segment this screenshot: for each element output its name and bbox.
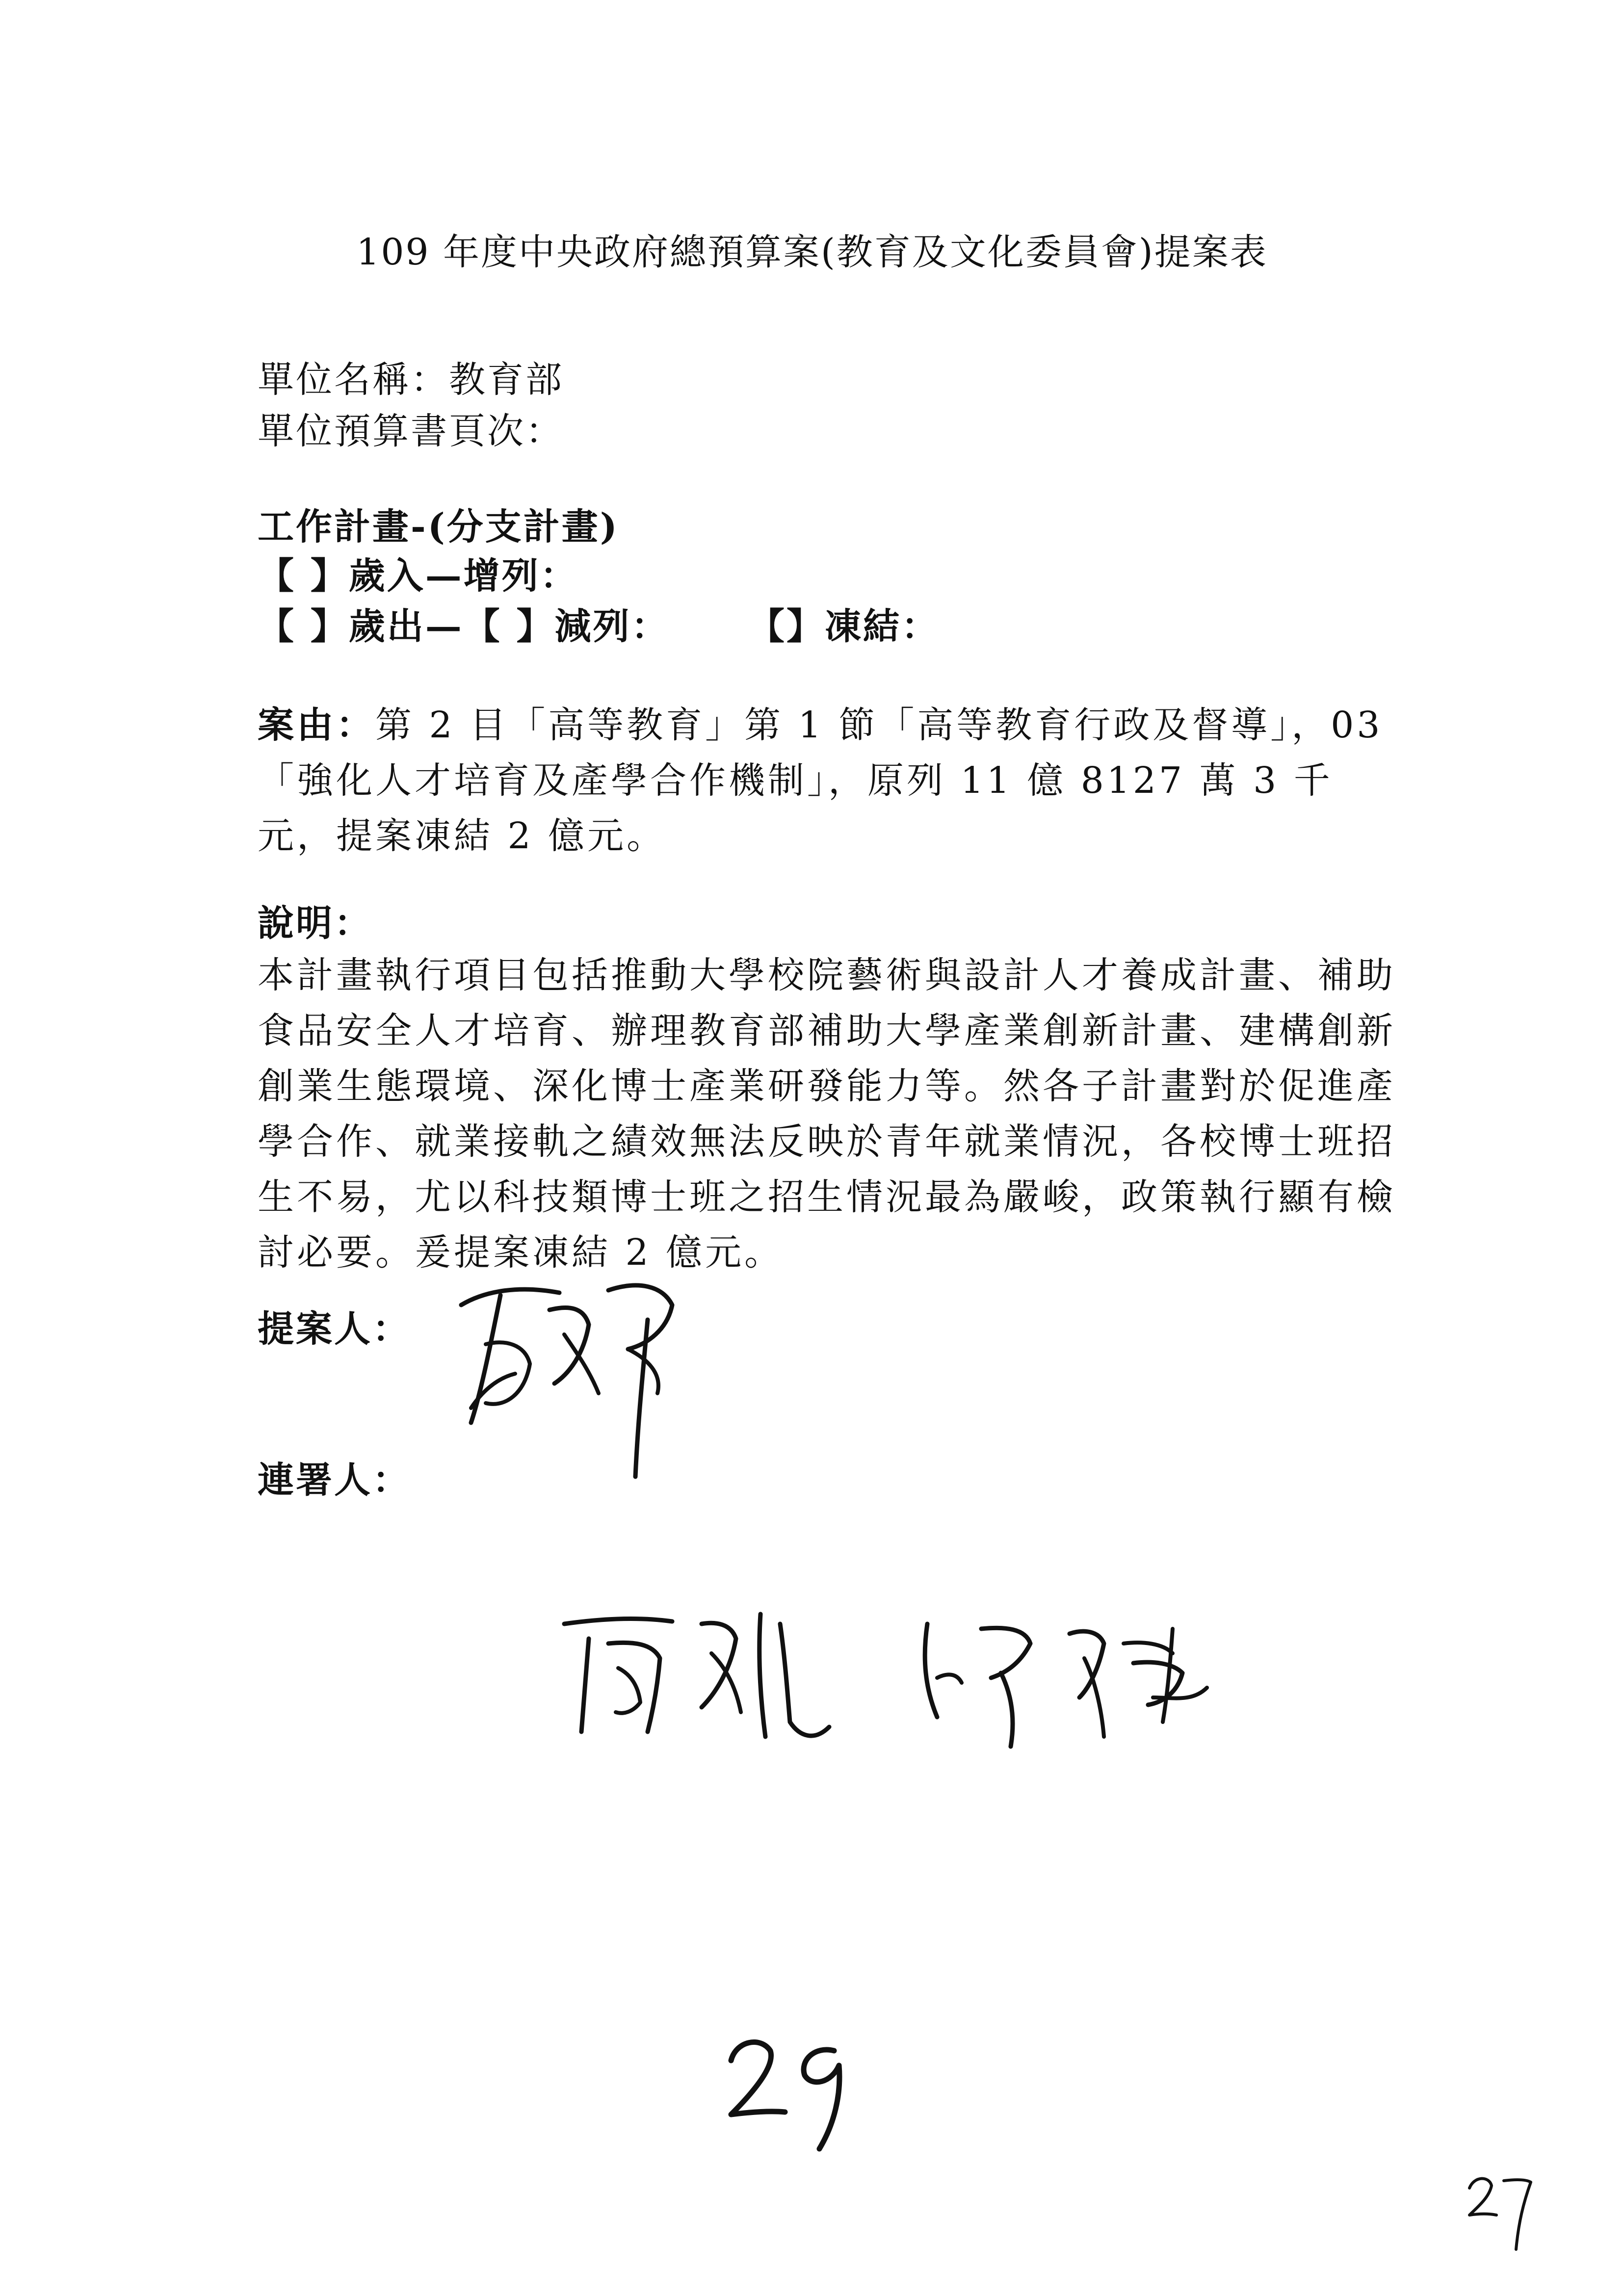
explanation-label: 說明： — [258, 902, 372, 944]
reason-paragraph — [258, 698, 1396, 864]
proposer-signature — [442, 1246, 716, 1491]
revenue-line: 【 】歲入—增列： — [258, 555, 578, 597]
proposer-label: 提案人： — [258, 1308, 411, 1350]
document-title: 109 年度中央政府總預算案(教育及文化委員會)提案表 — [356, 231, 1268, 273]
cosigner-label: 連署人： — [258, 1459, 411, 1501]
reason-label: 案由： — [258, 704, 375, 746]
expense-line: 【 】歲出—【 】減列： — [258, 605, 670, 648]
work-plan-heading: 工作計畫-(分支計畫) — [258, 506, 619, 548]
budget-page-ref: 單位預算書頁次： — [258, 410, 564, 452]
corner-page-number — [1462, 2168, 1541, 2257]
reason-text: 第 2 目「高等教育」第 1 節「高等教育行政及督導」，03「強化人才培育及產學合作機制」，原列 11 億 8127 萬 3 千元，提案凍結 2 億元。 — [258, 704, 1383, 857]
freeze-line: 【】凍結： — [748, 605, 940, 648]
handwritten-page-number — [721, 2031, 868, 2154]
unit-name: 單位名稱：教育部 — [258, 359, 564, 401]
cosigner-signature-1 — [554, 1594, 859, 1761]
explanation-text: 本計畫執行項目包括推動大學校院藝術與設計人才養成計畫、補助食品安全人才培育、辦理教育部補助大學產業創新計畫、建構創新創業生態環境、深化博士產業研發能力等。然各子計畫對於促進產學合作、就業接軌之績效無法反映於青年就業情況，各校博士班招生不易，尤以科技類博士班之招生情況最為嚴峻，政策執行顯有檢討必要。爰提案凍結 2 億元。 — [258, 954, 1396, 1274]
cosigner-signature-2 — [908, 1599, 1261, 1766]
